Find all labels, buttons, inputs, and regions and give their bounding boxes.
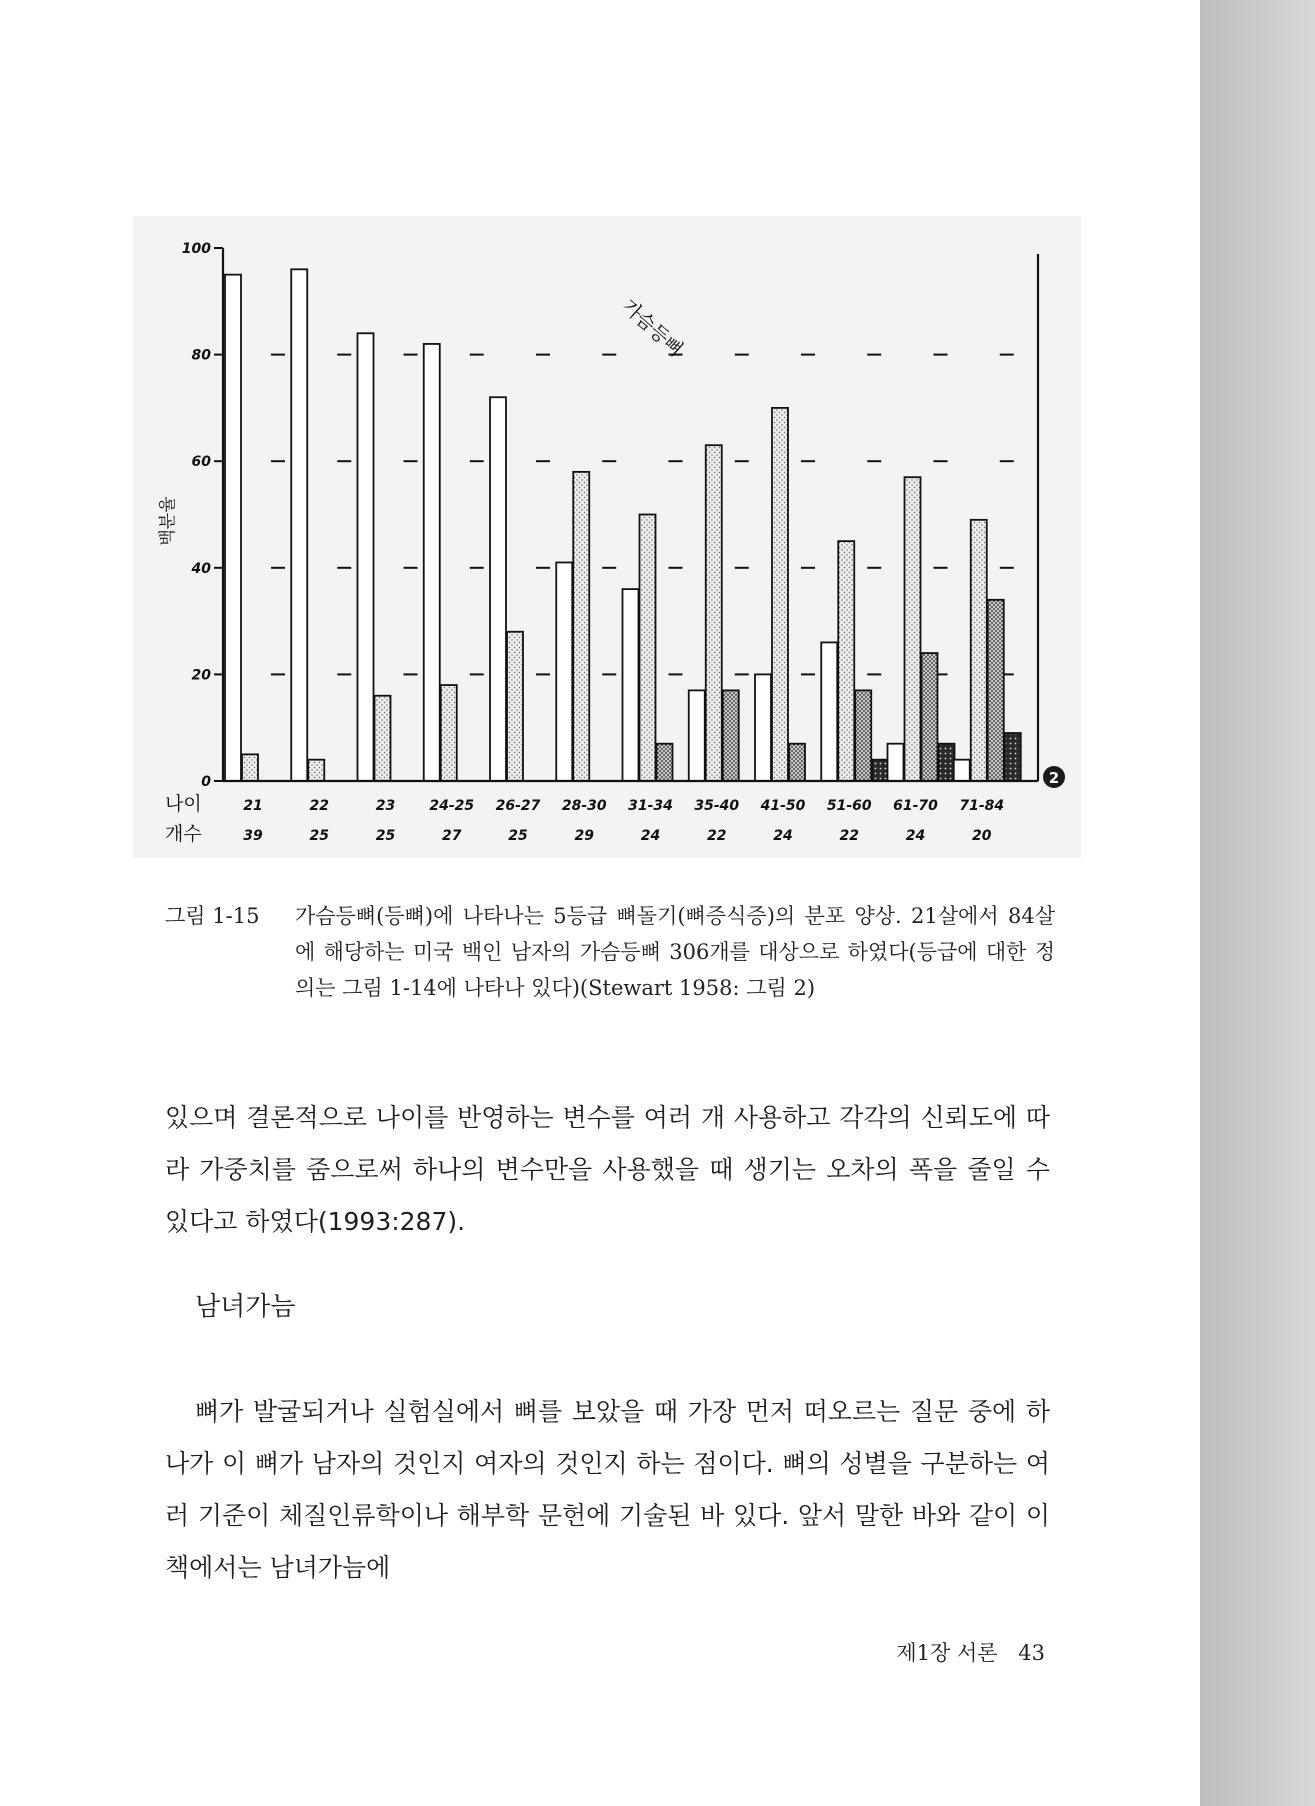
count-label-22: 25	[309, 828, 329, 844]
body-paragraph-1: 있으며 결론적으로 나이를 반영하는 변수를 여러 개 사용하고 각각의 신뢰도에 따라 가중치를 줌으로써 하나의 변수만을 사용했을 때 생기는 오차의 폭을 줄일 수 있다고 하였다(1993:287).	[165, 1103, 1050, 1236]
bar-41-50-series-2	[772, 408, 788, 781]
figure-chart	[133, 216, 1081, 858]
footer-chapter: 제1장 서론	[896, 1641, 998, 1665]
age-label-35-40: 35-40	[694, 798, 740, 814]
annotation-label: 2	[1048, 769, 1060, 787]
bar-22-series-1	[291, 269, 307, 781]
age-label-61-70: 61-70	[893, 798, 938, 814]
bar-61-70-series-4	[939, 744, 955, 781]
caption-label: 그림 1-15	[165, 904, 260, 928]
bar-71-84-series-2	[971, 520, 987, 781]
bar-61-70-series-1	[888, 744, 904, 781]
bar-35-40-series-2	[706, 445, 722, 781]
body-paragraph-2: 뼈가 발굴되거나 실험실에서 뼈를 보았을 때 가장 먼저 떠오르는 질문 중에 하나가 이 뼈가 남자의 것인지 여자의 것인지 하는 점이다. 뼈의 성별을 구분하는 여러 기준이 체질인류학이나 해부학 문헌에 기술된 바 있다. 앞서 말한 바와 같이 이 책에서는 남녀가늠에	[165, 1397, 1050, 1582]
caption-text: 가슴등뼈(등뼈)에 나타나는 5등급 뼈돌기(뼈증식증)의 분포 양상. 21살에서 84살에 해당하는 미국 백인 남자의 가슴등뼈 306개를 대상으로 하였다(등급에 대한 정의는 그림 1-14에 나타나 있다)(Stewart 1958: 그림 2)	[295, 904, 1055, 1000]
bar-31-34-series-3	[657, 744, 673, 781]
count-label-51-60: 22	[839, 828, 859, 844]
count-label-21: 39	[243, 828, 263, 844]
y-tick-label: 80	[191, 347, 211, 364]
bar-61-70-series-2	[905, 477, 921, 781]
bar-51-60-series-4	[872, 760, 888, 781]
count-label-71-84: 20	[972, 828, 992, 844]
bar-26-27-series-1	[490, 397, 506, 781]
count-label-28-30: 29	[574, 828, 594, 844]
page-number: 43	[1018, 1641, 1045, 1665]
count-label-24-25: 27	[442, 828, 462, 844]
bar-21-series-1	[225, 275, 241, 781]
chart-title: 가슴등뼈	[617, 295, 687, 361]
bar-26-27-series-2	[507, 632, 523, 781]
age-label-31-34: 31-34	[628, 798, 673, 814]
count-label-61-70: 24	[905, 828, 926, 844]
bar-41-50-series-3	[789, 744, 805, 781]
bar-28-30-series-2	[573, 472, 589, 781]
age-label-51-60: 51-60	[826, 798, 872, 814]
bar-28-30-series-1	[556, 562, 572, 781]
bar-24-25-series-2	[441, 685, 457, 781]
y-tick-label: 0	[201, 774, 211, 790]
bar-23-series-1	[358, 333, 374, 781]
vertebra-osteophyte-chart	[133, 216, 1081, 858]
bar-41-50-series-1	[755, 674, 771, 781]
page-footer	[896, 1637, 1045, 1667]
bar-71-84-series-1	[954, 760, 970, 781]
bar-23-series-2	[375, 696, 391, 781]
y-tick-label: 20	[191, 667, 211, 684]
bar-71-84-series-3	[988, 600, 1004, 781]
count-label-41-50: 24	[773, 828, 793, 844]
bar-31-34-series-2	[640, 515, 656, 782]
count-label-26-27: 25	[508, 828, 528, 844]
x-axis-title: 나이	[165, 793, 202, 815]
age-label-28-30: 28-30	[561, 798, 607, 814]
age-label-23: 23	[375, 798, 396, 814]
age-label-26-27: 26-27	[495, 798, 541, 814]
count-label-31-34: 24	[640, 828, 661, 844]
age-label-24-25: 24-25	[429, 798, 475, 814]
bar-51-60-series-1	[821, 642, 837, 781]
bar-21-series-2	[242, 754, 258, 781]
y-axis-title: 백분율	[158, 496, 178, 546]
section-heading: 남녀가늠	[195, 1292, 296, 1322]
bar-31-34-series-1	[623, 589, 639, 781]
y-tick-label: 60	[191, 454, 211, 471]
bar-35-40-series-3	[723, 690, 739, 781]
y-tick-label: 40	[191, 560, 211, 577]
book-side-edge	[1200, 0, 1315, 1806]
age-label-21: 21	[243, 798, 263, 814]
bar-51-60-series-2	[838, 541, 854, 781]
age-label-41-50: 41-50	[760, 798, 806, 814]
bar-61-70-series-3	[922, 653, 938, 781]
y-tick-label: 100	[181, 241, 211, 257]
age-label-22: 22	[309, 798, 329, 814]
bar-35-40-series-1	[689, 690, 705, 781]
count-label-35-40: 22	[707, 828, 727, 844]
bar-24-25-series-1	[424, 344, 440, 781]
bar-51-60-series-3	[855, 690, 871, 781]
count-label-23: 25	[375, 828, 396, 844]
bar-71-84-series-4	[1005, 733, 1021, 781]
count-row-title: 개수	[165, 823, 202, 845]
age-label-71-84: 71-84	[959, 798, 1005, 814]
bar-22-series-2	[308, 760, 324, 781]
